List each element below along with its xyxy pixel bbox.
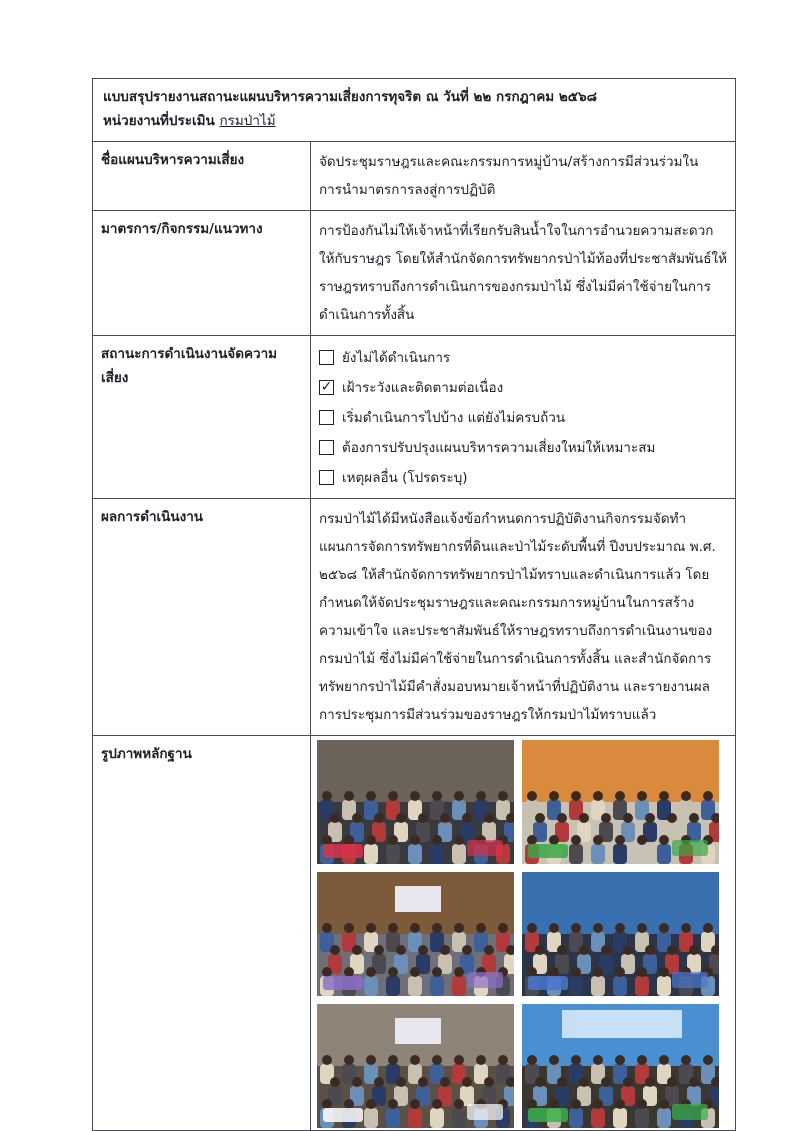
status-label: สถานะการดำเนินงานจัดความเสี่ยง bbox=[101, 346, 278, 386]
results-row bbox=[93, 499, 736, 736]
unchecked-box-icon bbox=[319, 440, 334, 455]
report-page bbox=[92, 78, 736, 1131]
report-title: แบบสรุปรายงานสถานะแผนบริหารความเสี่ยงการทุจริต ณ วันที่ ๒๒ กรกฎาคม ๒๕๖๘ bbox=[103, 89, 597, 105]
results-value: กรมป่าไม้ได้มีหนังสือแจ้งข้อกำหนดการปฏิบัติงานกิจกรรมจัดทำแผนการจัดการทรัพยากรที่ดินและป่าไม้ระดับพื้นที่ ปีงบประมาณ พ.ศ. ๒๕๖๘ ให้สำนักจัดการทรัพยากรป่าไม้ทราบและดำเนินการแล้ว โดยกำหนดให้จัดประชุมราษฎรและคณะกรรมการหมู่บ้านในการสร้างความเข้าใจ และประชาสัมพันธ์ให้ราษฎรทราบถึงการดำเนินงานของกรมป่าไม้ ซึ่งไม่มีค่าใช้จ่ายในการดำเนินการทั้งสิ้น และสำนักจัดการทรัพยากรป่าไม้มีคำสั่งมอบหมายเจ้าหน้าที่ปฏิบัติงาน และรายงานผลการประชุมการมีส่วนร่วมของราษฎรให้กรมป่าไม้ทราบแล้ว bbox=[319, 511, 716, 723]
results-label: ผลการดำเนินงาน bbox=[101, 509, 204, 525]
status-options-cell bbox=[311, 336, 736, 499]
measures-label: มาตรการ/กิจกรรม/แนวทาง bbox=[101, 221, 263, 237]
status-option bbox=[319, 402, 727, 432]
evidence-photo bbox=[317, 1004, 514, 1128]
status-option-text: เหตุผลอื่น (โปรดระบุ) bbox=[342, 470, 468, 486]
agency-value: กรมป่าไม้ bbox=[219, 113, 276, 129]
status-label-cell bbox=[93, 336, 311, 499]
plan-name-value: จัดประชุมราษฎรและคณะกรรมการหมู่บ้าน/สร้างการมีส่วนร่วมในการนำมาตรการลงสู่การปฏิบัติ bbox=[319, 154, 699, 198]
header-row bbox=[93, 79, 736, 142]
photos-label: รูปภาพหลักฐาน bbox=[101, 746, 192, 762]
plan-name-label: ชื่อแผนบริหารความเสี่ยง bbox=[101, 152, 245, 168]
status-option-text: เริ่มดำเนินการไปบ้าง แต่ยังไม่ครบถ้วน bbox=[342, 410, 566, 426]
status-option bbox=[319, 372, 727, 402]
agency-label: หน่วยงานที่ประเมิน bbox=[103, 113, 215, 129]
status-option bbox=[319, 342, 727, 372]
agency-line bbox=[103, 109, 725, 133]
unchecked-box-icon bbox=[319, 470, 334, 485]
photo-grid bbox=[317, 738, 729, 1128]
checked-box-icon: ✓ bbox=[320, 378, 333, 395]
measures-label-cell bbox=[93, 211, 311, 336]
status-option-text: เฝ้าระวังและติดตามต่อเนื่อง bbox=[342, 380, 504, 396]
status-row bbox=[93, 336, 736, 499]
evidence-photo bbox=[522, 740, 719, 864]
photos-label-cell bbox=[93, 736, 311, 1131]
status-option-text: ยังไม่ได้ดำเนินการ bbox=[342, 350, 451, 366]
unchecked-box-icon bbox=[319, 410, 334, 425]
plan-name-row bbox=[93, 142, 736, 211]
status-option bbox=[319, 432, 727, 462]
photos-cell bbox=[311, 736, 736, 1131]
evidence-photo bbox=[317, 872, 514, 996]
plan-name-value-cell bbox=[311, 142, 736, 211]
results-value-cell bbox=[311, 499, 736, 736]
photos-row bbox=[93, 736, 736, 1131]
status-option-text: ต้องการปรับปรุงแผนบริหารความเสี่ยงใหม่ให้เหมาะสม bbox=[342, 440, 656, 456]
measures-value-cell bbox=[311, 211, 736, 336]
results-label-cell bbox=[93, 499, 311, 736]
header-cell bbox=[93, 79, 736, 142]
evidence-photo bbox=[317, 740, 514, 864]
plan-name-label-cell bbox=[93, 142, 311, 211]
status-option bbox=[319, 462, 727, 492]
evidence-photo bbox=[522, 1004, 719, 1128]
unchecked-box-icon bbox=[319, 350, 334, 365]
measures-value: การป้องกันไม่ให้เจ้าหน้าที่เรียกรับสินน้ำใจในการอำนวยความสะดวกให้กับราษฎร โดยให้สำนักจัดการทรัพยากรป่าไม้ท้องที่ประชาสัมพันธ์ให้ราษฎรทราบถึงการดำเนินการของกรมป่าไม้ ซึ่งไม่มีค่าใช้จ่ายในการดำเนินการทั้งสิ้น bbox=[319, 223, 728, 323]
evidence-photo bbox=[522, 872, 719, 996]
risk-report-table bbox=[92, 78, 736, 1131]
measures-row bbox=[93, 211, 736, 336]
